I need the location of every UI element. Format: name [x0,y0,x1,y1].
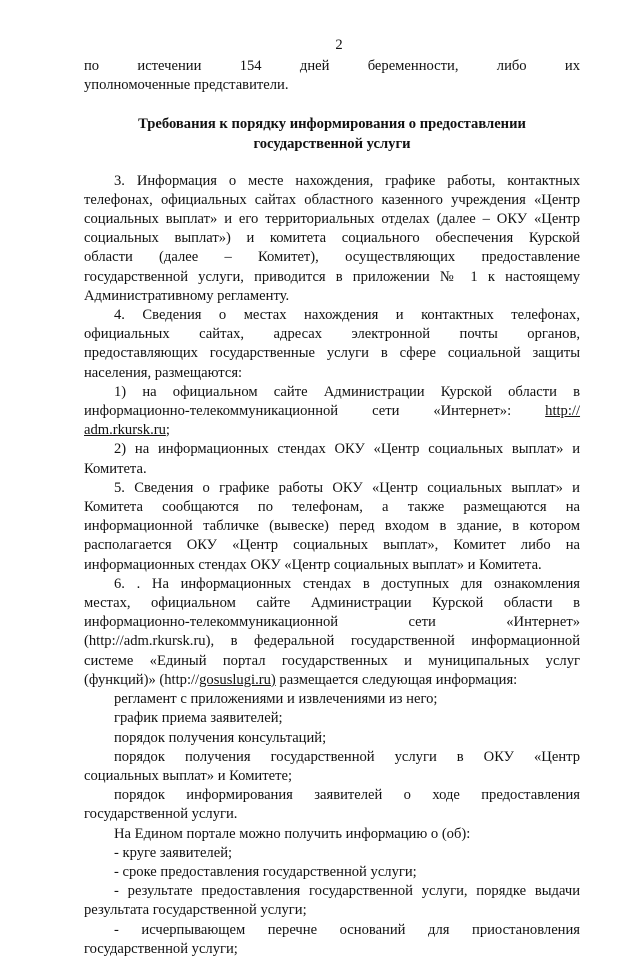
text-line: Комитета сообщаются по телефонам, а также размещаются на [84,499,580,516]
text-line: Административному регламенту. [84,287,290,304]
text-line: информационных стендах ОКУ «Центр социальных выплат» и Комитета. [84,556,542,573]
text-line: по истечении 154 дней беременности, либо их [84,58,580,75]
text-line: 6. . На информационных стендах в доступных для ознакомления [114,575,580,592]
text-line: социальных выплат» и Комитете; [84,767,293,784]
text-line [84,402,580,421]
text-line: системе «Единый портал государственных и муниципальных услуг [84,652,580,669]
text-line: Комитета. [84,460,147,477]
site-link: adm.rkursk.ru [84,422,166,439]
list-item: - круге заявителей; [114,844,233,861]
text-span: информационно-телекоммуникационной сети «Интернет»: [84,403,512,420]
text-line [84,421,580,440]
site-link: gosuslugi.ru) [199,671,276,688]
text-line: государственной услуги. [84,806,238,823]
list-item: регламент с приложениями и извлечениями из него; [114,691,438,708]
text-line: информационной табличке (вывеске) перед входом в здание, в котором [84,518,580,535]
text-line: населения, размещаются: [84,364,243,381]
list-item: график приема заявителей; [114,710,283,727]
text-line: 4. Сведения о местах нахождения и контактных телефонах, [114,307,580,324]
text-line: информационно-телекоммуникационной сети «Интернет» [84,614,580,631]
text-line: уполномоченные представители. [84,77,289,94]
text-line: местах, официальном сайте Администрации Курской области в [84,595,580,612]
text-line: 1) на официальном сайте Администрации Курской области в [114,383,580,400]
text-line: 2) на информационных стендах ОКУ «Центр социальных выплат» и [114,441,580,458]
list-item: - сроке предоставления государственной услуги; [114,863,417,880]
page-number: 2 [335,37,343,53]
list-item: порядок информирования заявителей о ходе предоставления [114,787,580,804]
list-item: порядок получения консультаций; [114,729,327,746]
text-span: размещается следующая информация: [275,671,518,688]
text-line: 3. Информация о месте нахождения, графике работы, контактных [114,172,580,189]
text-line: располагается ОКУ «Центр социальных выплат», Комитет либо на [84,537,580,554]
text-line: государственной услуги; [84,940,238,957]
heading-line: Требования к порядку информирования о предоставлении [138,115,526,132]
text-line: телефонах, официальных сайтах областного казенного учреждения «Центр [84,191,580,208]
heading-line: государственной услуги [253,135,411,152]
text-line: На Едином портале можно получить информацию о (об): [114,825,471,842]
site-link: http:// [545,403,581,420]
text-line: государственной услуги, приводится в приложении № 1 к настоящему [84,268,580,285]
text-line: результата государственной услуги; [84,902,307,919]
text-line: 5. Сведения о графике работы ОКУ «Центр социальных выплат» и [114,479,580,496]
section-heading [84,114,580,154]
text-line [84,671,580,690]
list-item: - исчерпывающем перечне оснований для приостановления [114,921,580,938]
text-span: (функций)» (http:// [84,671,200,688]
list-item: порядок получения государственной услуги в ОКУ «Центр [114,748,580,765]
text-line: области (далее – Комитет), осуществляющих предоставление [84,249,580,266]
text-line: официальных сайтах, адресах электронной почты органов, [84,326,580,343]
text-line: (http://adm.rkursk.ru), в федеральной государственной информационной [84,633,580,650]
list-item: - результате предоставления государственной услуги, порядке выдачи [114,883,580,900]
text-span: ; [165,422,170,439]
text-line: социальных выплат» и его территориальных отделах (далее – ОКУ «Центр [84,211,580,228]
text-line: социальных выплат») и комитета социального обеспечения Курской [84,230,580,247]
text-line: предоставляющих государственные услуги в сфере социальной защиты [84,345,580,362]
